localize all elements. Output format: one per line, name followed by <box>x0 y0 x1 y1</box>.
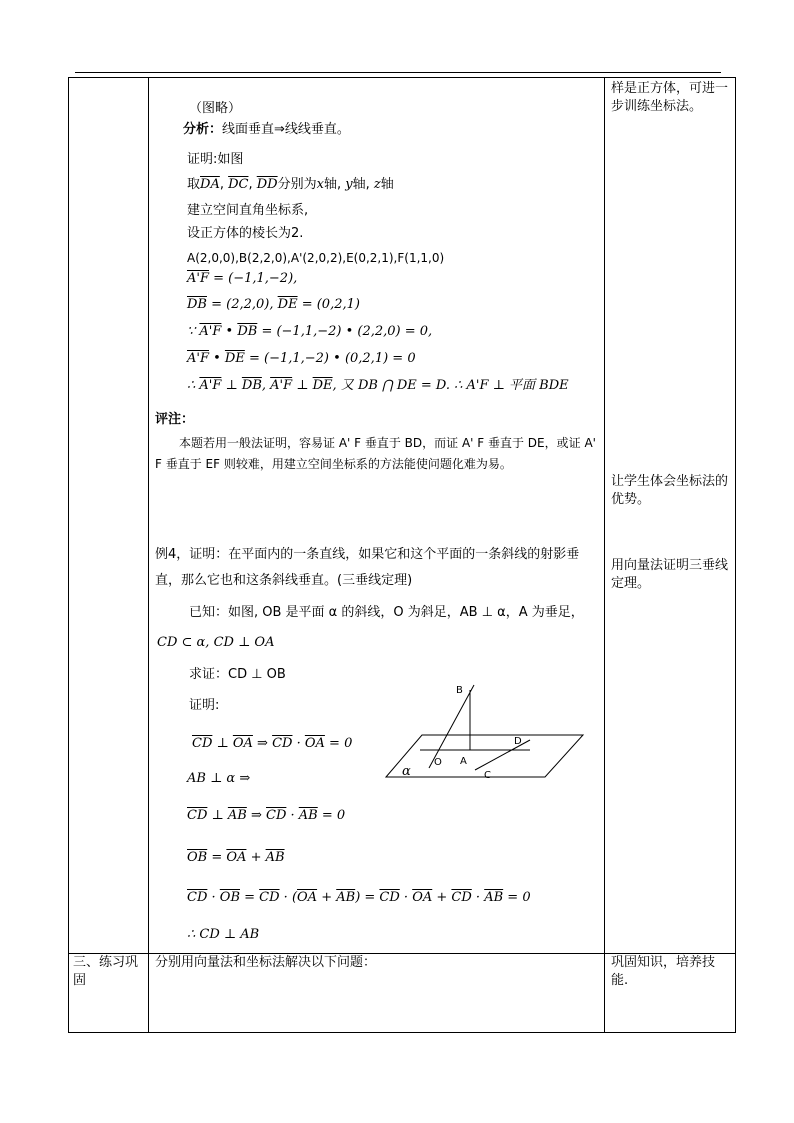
teaching-note: 巩固知识，培养技能. <box>611 955 716 988</box>
teaching-note: 让学生体会坐标法的优势。 <box>611 474 729 507</box>
header-rule <box>75 72 721 73</box>
given-line: 已知：如图, OB 是平面 α 的斜线，O 为斜足，AB ⊥ α，A 为垂足， <box>189 605 584 620</box>
label-A: A <box>460 756 467 767</box>
note-cell <box>604 78 735 954</box>
practice-instruction: 分别用向量法和坐标法解决以下问题： <box>155 955 377 970</box>
coordinates-line: A(2,0,0),B(2,2,0),A'(2,0,2),E(0,2,1),F(1,1,0) <box>187 251 445 265</box>
section-title: 三、练习巩固 <box>73 955 139 988</box>
vector-line: $\overline{DB} = (2,2,0)$, $\overline{DE} = (0,2,1)$ <box>187 297 360 312</box>
comment-text: 本题若用一般法证明，容易证 A' F 垂直于 BD，而证 A' F 垂直于 DE，或证 A' F 垂直于 EF 则较难，用建立空间坐标系的方法能使问题化难为易。 <box>155 436 596 471</box>
table-row <box>69 78 736 954</box>
label-alpha: α <box>402 764 411 779</box>
proof-step: AB ⊥ α ⇒ <box>187 771 251 786</box>
proof-label: 证明: <box>189 698 220 713</box>
proof-line: 设正方体的棱长为2. <box>187 226 304 241</box>
proof-step: $\overline{CD} \cdot \overline{OB} = \overline{CD} \cdot (\overline{OA} + \overline{AB}) = \overline{CD} \cdot \overline{OA} + \overline{CD} \cdot \overline{AB} = 0$ <box>187 890 531 905</box>
section-cell <box>69 78 149 954</box>
three-perpendiculars-figure <box>380 680 590 785</box>
label-B: B <box>456 685 463 696</box>
label-D: D <box>514 736 522 747</box>
comment-title: 评注： <box>155 412 195 427</box>
teaching-note: 样是正方体，可进一步训练坐标法。 <box>611 81 729 114</box>
proof-conclusion: ∴ CD ⊥ AB <box>187 927 260 942</box>
dot-product-line: A'F • $\overline{DE} = (-1,1,-2)$ • (0,2,1) = 0 <box>187 351 416 366</box>
label-C: C <box>484 770 491 781</box>
conclusion-line: ∴ A'F ⊥ $\overline{DB}$, A'F ⊥ $\overline{DE}$, 又 DB ⋂ DE = D. ∴ A'F ⊥ 平面 BDE <box>187 378 569 393</box>
proof-heading: 证明:如图 <box>187 152 244 167</box>
proof-line-axes: 取$\overline{DA}$, $\overline{DC}$, $\overline{DD}$分别为x轴, y轴, z轴 <box>187 177 394 192</box>
given-line-2: CD ⊂ α, CD ⊥ OA <box>157 635 275 650</box>
proof-step: $\overline{OB} = \overline{OA} + \overline{AB}$ <box>187 850 285 865</box>
label-O: O <box>434 757 442 768</box>
example-4-statement: 例4，证明：在平面内的一条直线，如果它和这个平面的一条斜线的射影垂直，那么它也和这条斜线垂直。(三垂线定理) <box>155 547 580 588</box>
proof-step: $\overline{CD}$ ⊥ $\overline{AB}$ ⇒ $\overline{CD} \cdot \overline{AB} = 0$ <box>187 808 346 823</box>
figure-omitted-note: （图略） <box>189 101 242 116</box>
proof-line: 建立空间直角坐标系, <box>187 203 309 218</box>
analysis-label: 分析： <box>183 122 223 137</box>
prove-line: 求证：CD ⊥ OB <box>189 667 286 682</box>
dot-product-line: ∵ A'F • $\overline{DB} = (-1,1,-2)$ • (2,2,0) = 0, <box>187 324 433 339</box>
teaching-note: 用向量法证明三垂线定理。 <box>611 558 729 591</box>
vector-line: A'F = (−1,1,−2), <box>187 271 298 286</box>
analysis-line <box>183 121 350 139</box>
analysis-text: 线面垂直⇒线线垂直。 <box>222 122 350 137</box>
proof-step: $\overline{CD}$ ⊥ $\overline{OA}$ ⇒ $\overline{CD} \cdot \overline{OA} = 0$ <box>192 736 353 751</box>
